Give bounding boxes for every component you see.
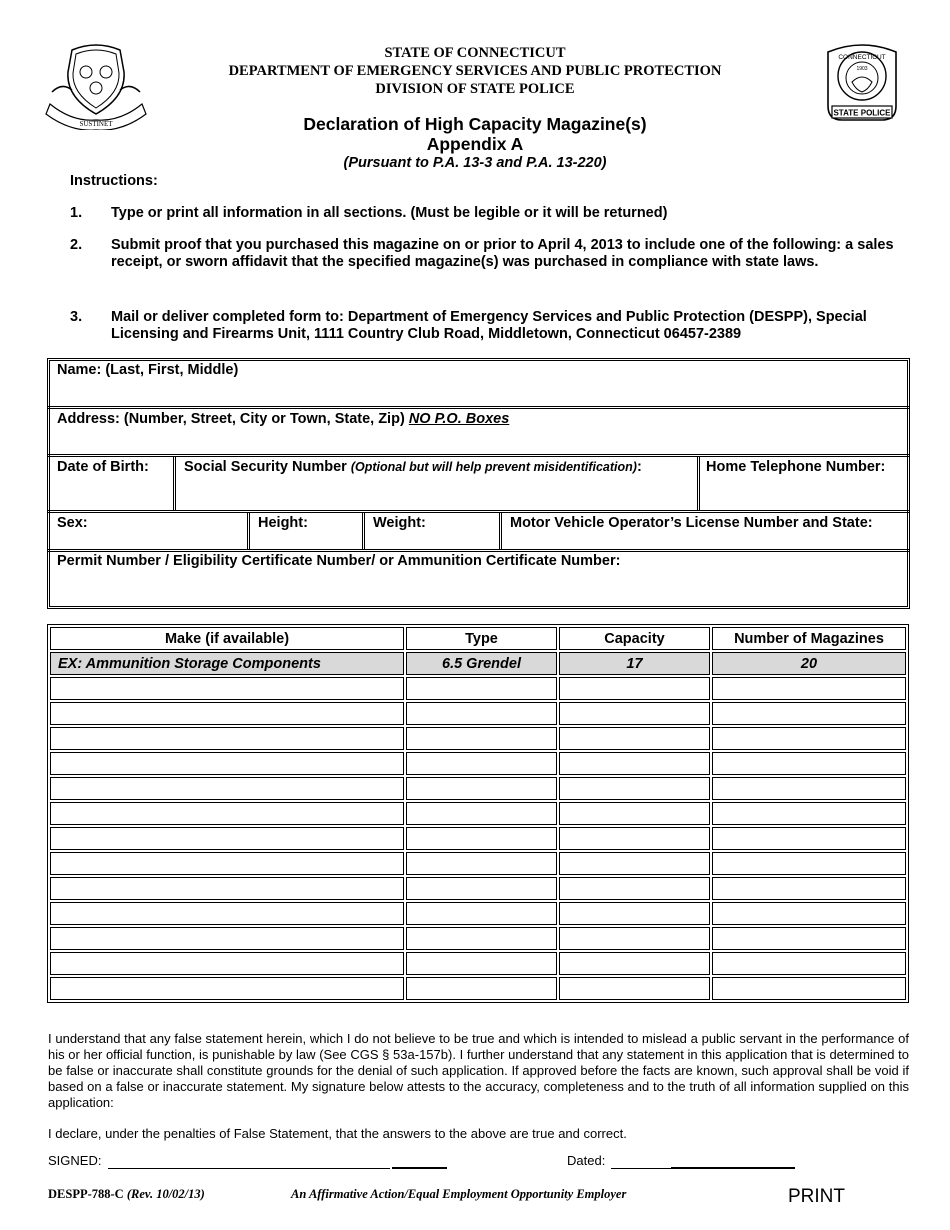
table-header-row [50,627,906,650]
table-cell [559,927,710,950]
divider [697,456,700,511]
number-input[interactable] [713,878,905,899]
page-subtitle: Appendix A [426,134,524,154]
table-cell [406,677,557,700]
example-capacity: 17 [559,652,710,675]
number-input[interactable] [713,728,905,749]
type-input[interactable] [407,953,556,974]
dob-label: Date of Birth: [57,459,149,475]
table-cell [712,727,906,750]
table-cell [406,952,557,975]
print-button[interactable]: PRINT [788,1186,845,1207]
signed-label: SIGNED: [48,1153,102,1168]
make-input[interactable] [51,903,403,924]
capacity-input[interactable] [560,853,709,874]
type-input[interactable] [407,978,556,999]
divider [247,512,250,550]
license-label: Motor Vehicle Operator’s License Number and State: [510,515,873,531]
address-note: NO P.O. Boxes [408,411,510,427]
type-input[interactable] [407,703,556,724]
table-cell [50,677,404,700]
ssn-field[interactable] [184,482,693,506]
table-cell [406,852,557,875]
dated-label: Dated: [567,1153,606,1168]
table-cell [50,952,404,975]
table-cell [559,852,710,875]
name-label: Name: (Last, First, Middle) [57,362,239,378]
name-field[interactable] [58,382,902,404]
table-cell [406,752,557,775]
number-input[interactable] [713,753,905,774]
make-input[interactable] [51,753,403,774]
table-cell [406,902,557,925]
table-cell [50,927,404,950]
column-header-make: Make (if available) [50,627,404,650]
capacity-input[interactable] [560,753,709,774]
header-state: STATE OF CONNECTICUT [384,45,566,61]
number-input[interactable] [713,778,905,799]
table-cell [712,877,906,900]
number-input[interactable] [713,903,905,924]
ssn-note: (Optional but will help prevent misidentification) [350,460,637,474]
header-division: DIVISION OF STATE POLICE [375,81,575,97]
false-statement-notice: I understand that any false statement herein, which I do not believe to be true and which is intended to mislead a public servant in the performance of his or her official function, is punishable by law (See CGS § 53a-157b). I further understand that any statement in this application that is determined to be false or inaccurate shall constitute grounds for the denial of such application. If approved before the facts are known, such approval shall be void if based on a false or inaccurate statement. My signature below attests to the accuracy, completeness and to the truth of all information supplied on this application: [48,1031,909,1110]
date-field[interactable] [613,1150,797,1169]
capacity-input[interactable] [560,703,709,724]
sex-field[interactable] [95,514,244,538]
table-row [50,777,906,800]
table-cell [50,727,404,750]
employer-statement: An Affirmative Action/Equal Employment Opportunity Employer [291,1187,627,1201]
table-cell [50,702,404,725]
table-cell [50,752,404,775]
instruction-number: 1. [70,205,83,221]
table-row [50,727,906,750]
type-input[interactable] [407,778,556,799]
table-cell [406,977,557,1000]
example-type: 6.5 Grendel [406,652,557,675]
type-input[interactable] [407,853,556,874]
permit-label: Permit Number / Eligibility Certificate Number/ or Ammunition Certificate Number: [57,553,621,569]
table-cell [559,702,710,725]
number-input[interactable] [713,953,905,974]
phone-field[interactable] [706,482,906,506]
capacity-input[interactable] [560,728,709,749]
table-cell [406,802,557,825]
page-title: Declaration of High Capacity Magazine(s) [303,114,647,134]
divider [47,454,910,457]
number-input[interactable] [713,703,905,724]
make-input[interactable] [51,928,403,949]
table-cell [712,827,906,850]
column-header-capacity: Capacity [559,627,710,650]
make-input[interactable] [51,953,403,974]
capacity-input[interactable] [560,953,709,974]
instruction-number: 3. [70,309,83,325]
type-input[interactable] [407,728,556,749]
table-cell [50,877,404,900]
table-cell [559,977,710,1000]
capacity-input[interactable] [560,928,709,949]
capacity-input[interactable] [560,678,709,699]
make-input[interactable] [51,853,403,874]
divider [47,406,910,409]
weight-field[interactable] [432,514,500,538]
magazine-table [47,624,909,1003]
table-row [50,877,906,900]
table-cell [712,927,906,950]
address-label [57,411,509,427]
instruction-text: Mail or deliver completed form to: Department of Emergency Services and Public Protection (DESPP), Special Licensing and Firearms Unit, 1111 Country Club Road, Middletown, Connecticut 06457-2389 [111,309,867,342]
table-cell [406,877,557,900]
table-cell [559,827,710,850]
table-cell [712,752,906,775]
type-input[interactable] [407,753,556,774]
phone-label: Home Telephone Number: [706,459,886,475]
ssn-label-text: Social Security Number [184,459,347,475]
table-cell [559,752,710,775]
address-label-text: Address: (Number, Street, City or Town, State, Zip) [57,411,405,427]
badge-top-text: CONNECTICUT [838,54,886,61]
pursuant-note: (Pursuant to P.A. 13-3 and P.A. 13-220) [343,155,607,171]
table-row [50,852,906,875]
example-number: 20 [712,652,906,675]
instructions-heading: Instructions: [70,173,158,189]
table-cell [712,952,906,975]
table-row [50,902,906,925]
table-cell [712,902,906,925]
table-cell [406,777,557,800]
table-cell [50,977,404,1000]
type-input[interactable] [407,878,556,899]
make-input[interactable] [51,728,403,749]
table-cell [406,827,557,850]
table-cell [712,777,906,800]
badge-bottom-text: STATE POLICE [833,108,891,118]
number-input[interactable] [713,803,905,824]
type-input[interactable] [407,828,556,849]
license-field[interactable] [510,532,904,550]
table-cell [559,902,710,925]
number-input[interactable] [713,678,905,699]
table-row [50,977,906,1000]
type-input[interactable] [407,803,556,824]
make-input[interactable] [51,678,403,699]
example-row [50,652,906,675]
sex-label: Sex: [57,515,88,531]
form-number: DESPP-788-C [48,1187,124,1201]
capacity-input[interactable] [560,803,709,824]
make-input[interactable] [51,828,403,849]
table-row [50,927,906,950]
form-id [48,1187,205,1202]
signature-field[interactable] [110,1150,448,1169]
badge-year: 1903 [856,66,868,72]
number-input[interactable] [713,928,905,949]
table-cell [559,802,710,825]
address-field[interactable] [58,431,902,453]
table-cell [559,677,710,700]
table-cell [50,852,404,875]
capacity-input[interactable] [560,903,709,924]
instruction-text: Submit proof that you purchased this magazine on or prior to April 4, 2013 to include one of the following: a sales receipt, or sworn affidavit that the specified magazine(s) was purchased in compliance with state laws. [111,237,894,270]
capacity-input[interactable] [560,978,709,999]
type-input[interactable] [407,928,556,949]
table-row [50,677,906,700]
type-input[interactable] [407,678,556,699]
instruction-number: 2. [70,237,83,253]
table-cell [50,827,404,850]
divider [47,510,910,513]
instruction-text: Type or print all information in all sections. (Must be legible or it will be returned) [111,205,668,221]
table-cell [559,952,710,975]
table-cell [50,802,404,825]
table-cell [406,702,557,725]
table-row [50,702,906,725]
weight-label: Weight: [373,515,426,531]
table-cell [559,727,710,750]
table-cell [406,927,557,950]
number-input[interactable] [713,978,905,999]
number-input[interactable] [713,853,905,874]
table-cell [50,777,404,800]
table-cell [559,877,710,900]
table-cell [559,777,710,800]
capacity-input[interactable] [560,828,709,849]
header-department: DEPARTMENT OF EMERGENCY SERVICES AND PUBLIC PROTECTION [228,63,722,79]
column-header-type: Type [406,627,557,650]
type-input[interactable] [407,903,556,924]
make-input[interactable] [51,803,403,824]
table-cell [712,802,906,825]
capacity-input[interactable] [560,778,709,799]
table-row [50,952,906,975]
table-cell [712,677,906,700]
permit-field[interactable] [58,576,902,602]
ssn-label [184,459,642,475]
ssn-colon: : [636,459,642,475]
table-row [50,802,906,825]
table-cell [406,727,557,750]
seal-motto: SUSTINET [79,120,113,128]
height-label: Height: [258,515,308,531]
make-input[interactable] [51,978,403,999]
example-make: EX: Ammunition Storage Components [50,652,404,675]
form-revision: (Rev. 10/02/13) [126,1187,205,1201]
make-input[interactable] [51,878,403,899]
dob-field[interactable] [58,482,170,506]
make-input[interactable] [51,703,403,724]
table-cell [712,977,906,1000]
declaration-text: I declare, under the penalties of False Statement, that the answers to the above are true and correct. [48,1126,627,1141]
divider [173,456,176,511]
column-header-number: Number of Magazines [712,627,906,650]
table-row [50,827,906,850]
height-field[interactable] [314,514,363,538]
make-input[interactable] [51,778,403,799]
table-cell [712,852,906,875]
table-cell [712,702,906,725]
table-cell [50,902,404,925]
number-input[interactable] [713,828,905,849]
capacity-input[interactable] [560,878,709,899]
table-row [50,752,906,775]
